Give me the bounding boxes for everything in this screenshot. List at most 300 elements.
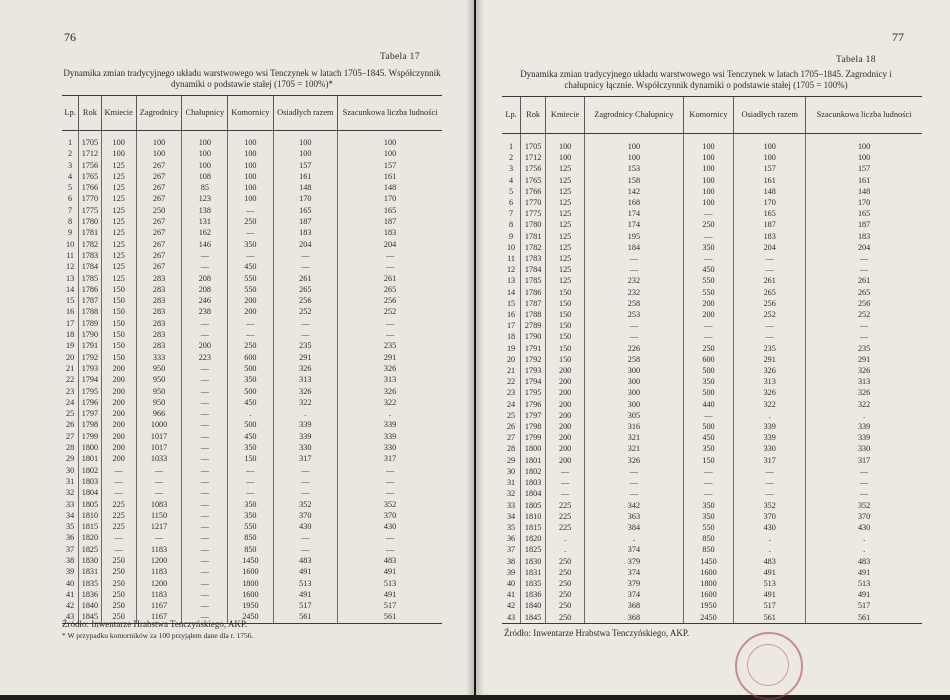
table-cell: 100 — [683, 197, 733, 208]
table-cell: — — [182, 521, 228, 532]
table-cell: 1786 — [521, 287, 546, 298]
table-cell: — — [806, 253, 922, 264]
table-cell: — — [228, 227, 273, 238]
table-cell: 21 — [66, 363, 75, 373]
table-cell: 326 — [734, 365, 806, 376]
table-cell: — — [683, 208, 733, 219]
table-cell: 208 — [182, 273, 228, 284]
table-cell: 265 — [338, 284, 442, 295]
table-cell: 183 — [806, 231, 922, 242]
table-row — [502, 365, 922, 376]
table-cell: 100 — [228, 131, 273, 149]
table-cell: 200 — [228, 306, 273, 317]
table-cell: 43 — [62, 611, 79, 623]
table-cell: 339 — [338, 431, 442, 442]
table-cell: 250 — [101, 555, 136, 566]
table-cell: 41 — [506, 590, 516, 600]
table-cell: — — [683, 253, 733, 264]
table-cell: 1820 — [521, 533, 546, 544]
table-cell: 28 — [66, 443, 75, 453]
table-row — [62, 160, 442, 171]
table-cell: 1000 — [136, 419, 182, 430]
table-cell: 100 — [136, 148, 182, 159]
table-cell: 18 — [66, 330, 75, 340]
table-cell: 379 — [585, 556, 684, 567]
table-cell: 250 — [101, 566, 136, 577]
table-cell: 517 — [806, 600, 922, 611]
column-header: Osiadłych razem — [273, 96, 338, 131]
table-cell: — — [182, 408, 228, 419]
table-cell: 267 — [136, 261, 182, 272]
right-page — [476, 0, 950, 695]
table-cell: 246 — [182, 295, 228, 306]
table-row — [62, 589, 442, 600]
table-cell: 1831 — [79, 566, 101, 577]
table-cell: — — [273, 544, 338, 555]
table-cell: 283 — [136, 340, 182, 351]
table-cell: — — [182, 476, 228, 487]
table-cell: 352 — [338, 499, 442, 510]
table-row — [502, 578, 922, 589]
table-cell: 363 — [585, 511, 684, 522]
table-cell: 250 — [546, 589, 585, 600]
table-cell: 150 — [228, 453, 273, 464]
table-cell: 1825 — [79, 544, 101, 555]
table-cell: — — [101, 487, 136, 498]
table-cell: 1784 — [521, 264, 546, 275]
table-cell: 1766 — [79, 182, 101, 193]
table-cell: 125 — [101, 227, 136, 238]
table-cell: 187 — [806, 219, 922, 230]
table-cell: 550 — [228, 521, 273, 532]
column-header: Komornicy — [228, 96, 273, 131]
table-cell: 157 — [734, 163, 806, 174]
table-cell: — — [806, 264, 922, 275]
table-cell: 1450 — [683, 556, 733, 567]
table-cell: 1815 — [79, 521, 101, 532]
table-cell: 9 — [68, 228, 73, 238]
table-cell: 1803 — [521, 477, 546, 488]
table-cell: 108 — [182, 171, 228, 182]
table-cell: 283 — [136, 284, 182, 295]
table-cell: 517 — [734, 600, 806, 611]
table-cell: 1950 — [683, 600, 733, 611]
table-row — [62, 476, 442, 487]
table-cell: 200 — [683, 298, 733, 309]
table-cell: — — [182, 442, 228, 453]
table-cell: 253 — [585, 309, 684, 320]
table-cell: 1805 — [521, 500, 546, 511]
table-cell: — — [182, 431, 228, 442]
table-cell: — — [806, 477, 922, 488]
table-cell: . — [338, 408, 442, 419]
table-cell: 200 — [546, 410, 585, 421]
table-cell: 4 — [509, 175, 514, 185]
table-cell: 125 — [101, 239, 136, 250]
column-header: Szacunkowa liczba ludności — [338, 96, 442, 131]
table-row — [502, 219, 922, 230]
table-body — [502, 134, 922, 624]
table-cell: 100 — [806, 134, 922, 153]
table-cell: — — [182, 250, 228, 261]
table-cell: 204 — [806, 242, 922, 253]
table-cell: 38 — [66, 555, 75, 565]
table-row — [502, 331, 922, 342]
table-cell: 168 — [585, 197, 684, 208]
table-cell: 225 — [546, 500, 585, 511]
table-row — [62, 566, 442, 577]
footnote: * W przypadku komorników za 100 przyjąłem dane dla r. 1756. — [62, 631, 254, 640]
table-row — [502, 477, 922, 488]
table-cell: — — [338, 476, 442, 487]
table-cell: 16 — [506, 310, 516, 320]
table-cell: 235 — [338, 340, 442, 351]
table-cell: 317 — [734, 455, 806, 466]
table-row — [502, 253, 922, 264]
table-cell: 1017 — [136, 431, 182, 442]
table-cell: 256 — [273, 295, 338, 306]
table-cell: 12 — [66, 262, 75, 272]
table-row — [502, 264, 922, 275]
table-row — [502, 466, 922, 477]
table-cell: 1802 — [521, 466, 546, 477]
table-cell: — — [182, 363, 228, 374]
table-row — [502, 287, 922, 298]
table-row — [502, 208, 922, 219]
table-row — [502, 410, 922, 421]
table-cell: 450 — [683, 264, 733, 275]
table-cell: — — [546, 488, 585, 499]
table-cell: — — [683, 477, 733, 488]
data-table-18 — [502, 96, 922, 624]
table-row — [62, 261, 442, 272]
table-cell: 32 — [66, 488, 75, 498]
table-cell: 200 — [101, 431, 136, 442]
table-cell: 430 — [338, 521, 442, 532]
table-cell: 200 — [546, 421, 585, 432]
table-cell: 150 — [101, 295, 136, 306]
table-row — [62, 340, 442, 351]
table-cell: 450 — [228, 431, 273, 442]
table-cell: 561 — [734, 612, 806, 624]
table-cell: — — [273, 329, 338, 340]
table-cell: 850 — [683, 533, 733, 544]
table-cell: 265 — [806, 287, 922, 298]
table-cell: — — [101, 465, 136, 476]
table-cell: 5 — [509, 186, 514, 196]
table-cell: 162 — [182, 227, 228, 238]
table-cell: 250 — [228, 216, 273, 227]
table-row — [62, 318, 442, 329]
table-cell: 330 — [734, 443, 806, 454]
table-cell: 316 — [585, 421, 684, 432]
table-cell: 1798 — [521, 421, 546, 432]
table-cell: — — [182, 318, 228, 329]
table-cell: — — [338, 487, 442, 498]
table-cell: — — [182, 566, 228, 577]
table-cell: — — [182, 510, 228, 521]
table-cell: 350 — [228, 499, 273, 510]
table-cell: 491 — [273, 589, 338, 600]
table-cell: 14 — [66, 284, 75, 294]
table-row — [502, 376, 922, 387]
table-cell: 491 — [338, 589, 442, 600]
table-cell: 125 — [101, 205, 136, 216]
table-cell: 43 — [502, 612, 521, 624]
table-cell: 1788 — [521, 309, 546, 320]
table-cell: 200 — [101, 408, 136, 419]
table-cell: 256 — [338, 295, 442, 306]
table-cell: 8 — [68, 217, 73, 227]
table-cell: — — [683, 231, 733, 242]
table-cell: 14 — [506, 287, 516, 297]
table-cell: 550 — [228, 273, 273, 284]
table-cell: 430 — [806, 522, 922, 533]
table-row — [502, 544, 922, 555]
table-cell: 125 — [546, 275, 585, 286]
table-cell: 100 — [101, 131, 136, 149]
table-cell: 165 — [273, 205, 338, 216]
table-cell: 100 — [585, 152, 684, 163]
table-cell: 250 — [546, 600, 585, 611]
table-cell: 3 — [509, 164, 514, 174]
table-cell: 517 — [338, 600, 442, 611]
table-cell: 1765 — [521, 175, 546, 186]
table-cell: 200 — [546, 399, 585, 410]
table-cell: 100 — [734, 134, 806, 153]
table-cell: 100 — [101, 148, 136, 159]
table-cell: 1791 — [521, 343, 546, 354]
table-cell: 261 — [273, 273, 338, 284]
table-cell: 17 — [66, 318, 75, 328]
table-cell: 12 — [506, 265, 516, 275]
table-cell: 1797 — [521, 410, 546, 421]
table-cell: 966 — [136, 408, 182, 419]
table-cell: 40 — [506, 578, 516, 588]
table-cell: 1795 — [79, 386, 101, 397]
table-cell: 33 — [66, 499, 75, 509]
table-cell: 339 — [734, 421, 806, 432]
table-row — [502, 522, 922, 533]
table-row — [502, 500, 922, 511]
table-cell: 170 — [338, 193, 442, 204]
table-cell: 200 — [101, 386, 136, 397]
table-cell: 370 — [273, 510, 338, 521]
table-cell: 313 — [338, 374, 442, 385]
table-cell: 267 — [136, 239, 182, 250]
table-cell: — — [338, 329, 442, 340]
table-cell: 250 — [228, 340, 273, 351]
table-cell: — — [585, 477, 684, 488]
table-cell: 40 — [66, 578, 75, 588]
table-cell: 1785 — [79, 273, 101, 284]
table-cell: 1845 — [79, 611, 101, 623]
table-cell: 313 — [273, 374, 338, 385]
table-cell: 339 — [338, 419, 442, 430]
table-cell: 100 — [683, 163, 733, 174]
data-table-17 — [62, 95, 442, 624]
table-row — [502, 186, 922, 197]
table-cell: 1783 — [79, 250, 101, 261]
table-cell: 30 — [506, 466, 516, 476]
table-cell: 138 — [182, 205, 228, 216]
table-cell: 200 — [546, 387, 585, 398]
table-cell: — — [585, 253, 684, 264]
table-cell: 37 — [506, 545, 516, 555]
table-cell: 1791 — [79, 340, 101, 351]
table-cell: 300 — [585, 376, 684, 387]
table-cell: 513 — [338, 578, 442, 589]
table-cell: — — [338, 544, 442, 555]
table-cell: 250 — [546, 612, 585, 624]
table-cell: 368 — [585, 612, 684, 624]
table-row — [502, 387, 922, 398]
table-cell: 317 — [338, 453, 442, 464]
table-cell: — — [228, 487, 273, 498]
table-cell: 267 — [136, 182, 182, 193]
table-cell: 450 — [228, 261, 273, 272]
table-row — [62, 284, 442, 295]
table-row — [62, 250, 442, 261]
table-cell: 1836 — [79, 589, 101, 600]
table-cell: 352 — [734, 500, 806, 511]
table-cell: 157 — [806, 163, 922, 174]
table-cell: 100 — [683, 175, 733, 186]
table-cell: 235 — [273, 340, 338, 351]
table-row — [62, 352, 442, 363]
table-cell: — — [182, 611, 228, 623]
table-cell: 125 — [101, 261, 136, 272]
table-cell: 125 — [546, 242, 585, 253]
table-cell: 16 — [66, 307, 75, 317]
table-cell: 1765 — [79, 171, 101, 182]
table-cell: 561 — [338, 611, 442, 623]
table-cell: 39 — [66, 567, 75, 577]
table-cell: 1712 — [79, 148, 101, 159]
table-cell: 1782 — [79, 239, 101, 250]
table-cell: 283 — [136, 329, 182, 340]
table-cell: . — [806, 410, 922, 421]
table-cell: 1788 — [79, 306, 101, 317]
table-cell: 1804 — [521, 488, 546, 499]
table-cell: 125 — [546, 163, 585, 174]
table-cell: — — [182, 386, 228, 397]
table-row — [62, 205, 442, 216]
table-cell: — — [228, 318, 273, 329]
table-cell: 321 — [585, 443, 684, 454]
table-cell: 339 — [806, 432, 922, 443]
table-cell: 1167 — [136, 600, 182, 611]
table-cell: 100 — [228, 148, 273, 159]
table-cell: 29 — [506, 455, 516, 465]
table-cell: 250 — [136, 205, 182, 216]
table-cell: 100 — [182, 160, 228, 171]
table-cell: 350 — [683, 511, 733, 522]
table-row — [502, 343, 922, 354]
table-cell: 24 — [506, 399, 516, 409]
table-cell: 1793 — [521, 365, 546, 376]
table-cell: 350 — [683, 500, 733, 511]
table-cell: 850 — [683, 544, 733, 555]
table-cell: 148 — [338, 182, 442, 193]
table-cell: 1789 — [79, 318, 101, 329]
table-cell: 317 — [273, 453, 338, 464]
table-cell: — — [273, 465, 338, 476]
table-cell: 1800 — [228, 578, 273, 589]
table-cell: 125 — [546, 231, 585, 242]
table-cell: 258 — [585, 298, 684, 309]
table-cell: 2450 — [683, 612, 733, 624]
table-cell: — — [273, 250, 338, 261]
table-cell: 561 — [806, 612, 922, 624]
table-cell: 1183 — [136, 566, 182, 577]
table-cell: 550 — [228, 284, 273, 295]
table-cell: 232 — [585, 287, 684, 298]
table-cell: — — [806, 331, 922, 342]
table-cell: 1775 — [79, 205, 101, 216]
table-cell: 150 — [101, 284, 136, 295]
table-cell: — — [182, 499, 228, 510]
table-cell: 223 — [182, 352, 228, 363]
table-cell: — — [734, 320, 806, 331]
table-cell: 22 — [66, 375, 75, 385]
table-cell: — — [182, 578, 228, 589]
table-cell: 550 — [683, 287, 733, 298]
table-cell: 150 — [683, 455, 733, 466]
table-cell: 27 — [66, 431, 75, 441]
table-cell: 1780 — [79, 216, 101, 227]
table-cell: 322 — [273, 397, 338, 408]
table-row — [62, 273, 442, 284]
table-cell: 283 — [136, 295, 182, 306]
table-cell: 1712 — [521, 152, 546, 163]
table-cell: 9 — [509, 231, 514, 241]
table-cell: 252 — [273, 306, 338, 317]
table-cell: 430 — [273, 521, 338, 532]
table-cell: — — [683, 320, 733, 331]
table-cell: 100 — [228, 182, 273, 193]
table-cell: 24 — [66, 397, 75, 407]
page-number: 76 — [64, 30, 76, 44]
table-cell: 600 — [683, 354, 733, 365]
table-cell: 2 — [509, 153, 514, 163]
table-cell: 261 — [734, 275, 806, 286]
table-cell: 300 — [585, 387, 684, 398]
table-cell: — — [683, 466, 733, 477]
table-cell: 950 — [136, 386, 182, 397]
table-cell: 368 — [585, 600, 684, 611]
table-cell: 322 — [734, 399, 806, 410]
table-cell: 491 — [734, 589, 806, 600]
table-cell: 100 — [273, 131, 338, 149]
table-cell: 258 — [585, 354, 684, 365]
table-row — [502, 242, 922, 253]
table-cell: 550 — [683, 275, 733, 286]
table-cell: 1781 — [521, 231, 546, 242]
table-cell: 150 — [101, 306, 136, 317]
table-cell: 283 — [136, 306, 182, 317]
table-cell: 326 — [338, 386, 442, 397]
table-cell: 125 — [546, 175, 585, 186]
table-cell: 150 — [546, 331, 585, 342]
table-cell: . — [806, 544, 922, 555]
table-cell: 322 — [338, 397, 442, 408]
table-cell: 100 — [546, 134, 585, 153]
table-cell: 1770 — [521, 197, 546, 208]
table-row — [502, 163, 922, 174]
table-cell: — — [734, 477, 806, 488]
column-header: Lp. — [62, 96, 79, 131]
